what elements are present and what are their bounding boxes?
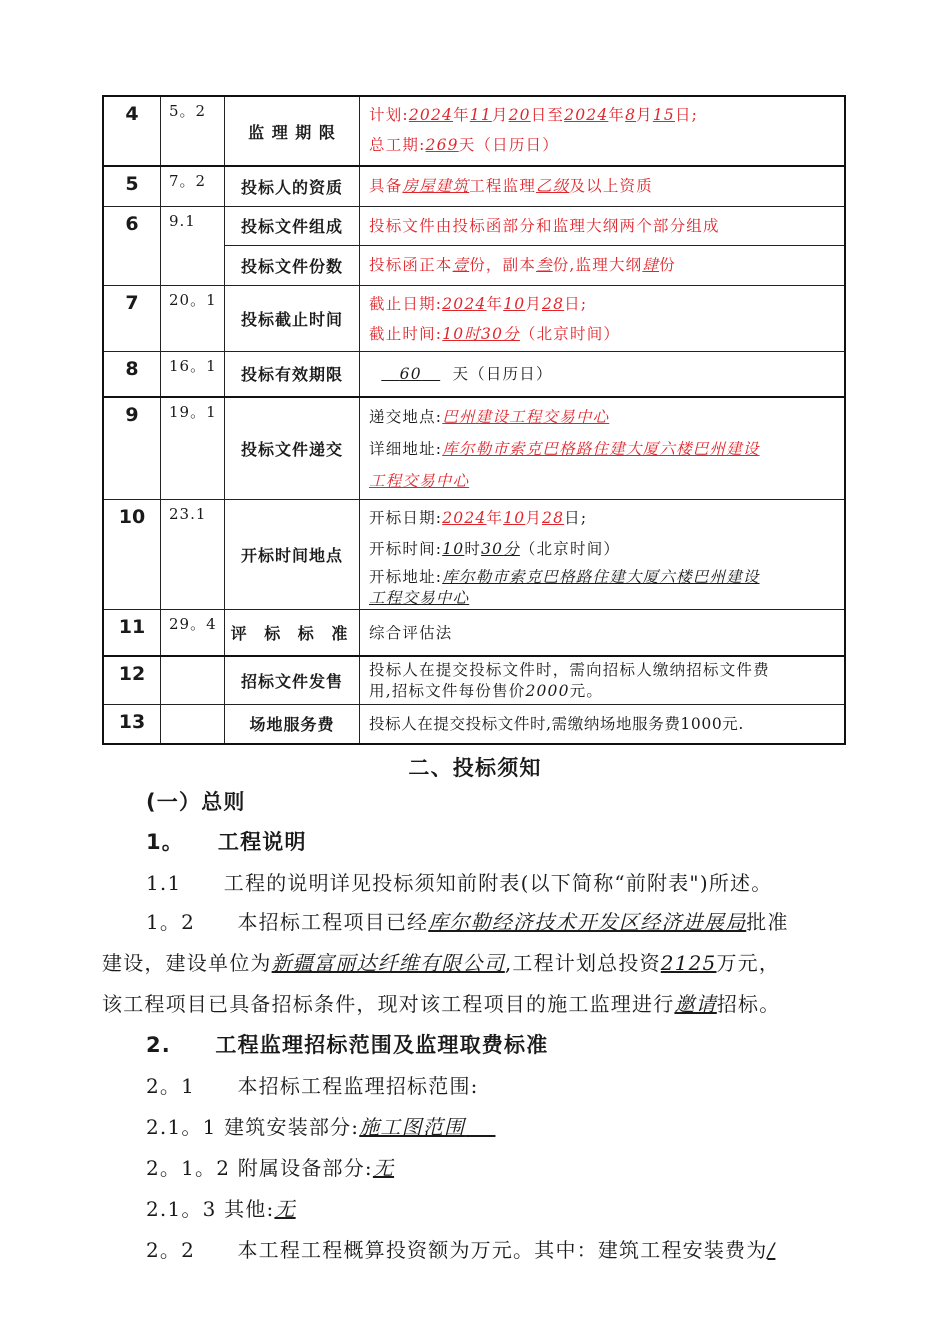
text: 2125 — [660, 951, 717, 975]
text: 投标人在提交投标文件时，需向招标人缴纳招标文件费 — [369, 660, 770, 679]
table-row — [103, 397, 845, 500]
text: 20 — [508, 106, 531, 124]
text: 投标文件由投标函部分和监理大纲两个部分组成 — [369, 216, 720, 235]
text: 无 — [274, 1197, 296, 1221]
row-number: 13 — [103, 704, 161, 744]
text: 1。2 本招标工程项目已经 — [146, 910, 429, 934]
text: 库尔勒市索克巴格路住建大厦六楼巴州建设 — [442, 568, 760, 586]
text: 招标。 — [716, 992, 781, 1016]
text: 详细地址: — [369, 440, 443, 458]
clause-number: 5。2 — [161, 96, 225, 166]
text: 库尔勒经济技术开发区经济进展局 — [428, 910, 747, 934]
text: 用,招标文件每份售价 — [369, 681, 526, 700]
text: 份，副本 — [469, 255, 537, 274]
text: 日至 — [530, 106, 565, 124]
text: 开标日期: — [369, 509, 443, 527]
paragraph-1-2-line3 — [102, 988, 862, 1017]
text: 日; — [564, 294, 588, 313]
row-number: 6 — [103, 206, 161, 285]
paragraph-2-1-1 — [146, 1111, 906, 1140]
text: 及以上资质 — [569, 177, 653, 195]
text: 月 — [491, 106, 509, 124]
text: 8 — [625, 106, 637, 124]
clause-number: 29。4 — [161, 610, 225, 656]
text: 2024 — [408, 106, 454, 124]
table-row — [103, 704, 845, 744]
text: 投标函正本 — [369, 255, 453, 274]
text: 投标人在提交投标文件时,需缴纳场地服务费1000元. — [369, 715, 744, 734]
text: 库尔勒市索克巴格路住建大厦六楼巴州建设 — [442, 440, 760, 458]
bid-front-table — [102, 95, 846, 745]
text: 递交地点: — [369, 408, 443, 426]
table-row — [103, 96, 845, 166]
item-content — [360, 96, 846, 166]
table-row — [103, 206, 845, 245]
text: 建设，建设单位为 — [102, 951, 272, 975]
text: 10时30分 — [442, 324, 520, 343]
text: 施工图范围 — [359, 1115, 466, 1139]
text — [359, 1115, 495, 1139]
paragraph-2-1: 2。1 本招标工程监理招标范围: — [146, 1074, 479, 1098]
item-content — [360, 166, 846, 206]
item-content — [360, 285, 846, 351]
clause-number — [161, 656, 225, 705]
text: / — [767, 1238, 776, 1262]
text: 巴州建设工程交易中心 — [442, 408, 610, 426]
text: 10 — [503, 509, 526, 527]
paragraph-2-2 — [146, 1234, 906, 1263]
paragraph-2-1-2 — [146, 1152, 906, 1181]
clause-number: 23.1 — [161, 500, 225, 610]
item-content — [360, 656, 846, 705]
text: 该工程项目已具备招标条件，现对该工程项目的施工监理进行 — [102, 992, 675, 1016]
item-content — [360, 500, 846, 610]
item-content — [360, 351, 846, 397]
text: 28 — [542, 509, 565, 527]
item-label: 投标人的资质 — [225, 166, 360, 206]
text: 天（日历日） — [452, 365, 553, 384]
item-content — [360, 245, 846, 285]
text: 2000 — [525, 681, 570, 700]
text: 10 — [503, 294, 526, 313]
text: ,工程计划总投资 — [504, 951, 661, 975]
section-title: 二、投标须知 — [408, 756, 542, 780]
text — [381, 365, 440, 383]
item-content — [360, 397, 846, 500]
text: 截止时间: — [369, 324, 443, 343]
clause-number: 20。1 — [161, 285, 225, 351]
text: 269 — [425, 136, 459, 154]
item-label: 投标文件组成 — [225, 206, 360, 245]
sub-title: (一）总则 — [146, 790, 246, 814]
item-label: 投标文件递交 — [225, 397, 360, 500]
text: 月 — [525, 509, 543, 527]
text: 2024 — [442, 294, 487, 313]
text: 2.1。1 建筑安装部分: — [146, 1115, 360, 1139]
text: 月 — [636, 106, 653, 124]
text: 天（日历日） — [458, 136, 559, 154]
table-row — [103, 500, 845, 610]
item-label: 监 理 期 限 — [225, 96, 360, 166]
text: 肆 — [642, 255, 660, 274]
item-label: 投标有效期限 — [225, 351, 360, 397]
text: 分 — [503, 540, 520, 558]
item-label: 评 标 标 准 — [225, 610, 360, 656]
text: （北京时间） — [519, 540, 621, 558]
text: 2。2 本工程工程概算投资额为万元。其中：建筑工程安装费为 — [146, 1238, 768, 1262]
text: 2024 — [442, 509, 487, 527]
text: 11 — [469, 106, 492, 124]
item-label: 投标文件份数 — [225, 245, 360, 285]
item-label: 投标截止时间 — [225, 285, 360, 351]
row-number: 4 — [103, 96, 161, 166]
table-row — [103, 285, 845, 351]
paragraph-1-1: 1.1 工程的说明详见投标须知前附表(以下简称“前附表")所述。 — [146, 871, 773, 895]
clause-number: 16。1 — [161, 351, 225, 397]
clause-number: 19。1 — [161, 397, 225, 500]
clause-number: 9.1 — [161, 206, 225, 285]
item-label: 开标时间地点 — [225, 500, 360, 610]
text: 份 — [659, 255, 676, 274]
text: 房屋建筑 — [402, 177, 470, 195]
item-label: 场地服务费 — [225, 704, 360, 744]
section-heading-1: 1。 工程说明 — [146, 830, 307, 854]
text: 工程监理 — [469, 177, 537, 195]
text: 叁 — [536, 255, 553, 274]
text: 15 — [652, 106, 675, 124]
row-number: 8 — [103, 351, 161, 397]
text: 28 — [542, 294, 565, 313]
text: 元。 — [569, 681, 604, 700]
text: 年 — [453, 106, 470, 124]
clause-number: 7。2 — [161, 166, 225, 206]
table-row — [103, 166, 845, 206]
text: 月 — [525, 294, 543, 313]
clause-number — [161, 704, 225, 744]
text: 邀请 — [674, 992, 717, 1016]
text: 30 — [481, 540, 504, 558]
row-number: 9 — [103, 397, 161, 500]
text: 万元， — [716, 951, 781, 975]
paragraph-2-1-3 — [146, 1193, 906, 1222]
text: 具备 — [369, 177, 403, 195]
item-content — [360, 704, 846, 744]
table-row — [103, 610, 845, 656]
text: 壹 — [452, 255, 470, 274]
row-number: 10 — [103, 500, 161, 610]
row-number: 7 — [103, 285, 161, 351]
text: 总工期: — [369, 136, 426, 154]
item-content — [360, 610, 846, 656]
text: 无 — [372, 1156, 395, 1180]
text: 工程交易中心 — [369, 472, 470, 490]
row-number: 11 — [103, 610, 161, 656]
text: 10 — [442, 540, 465, 558]
text: 份,监理大纲 — [552, 255, 643, 274]
text: 工程交易中心 — [369, 589, 470, 607]
section-heading-2: 2. 工程监理招标范围及监理取费标准 — [146, 1033, 549, 1057]
text: 乙级 — [536, 177, 570, 195]
table-row — [103, 351, 845, 397]
text: 年 — [486, 509, 504, 527]
text: 截止日期: — [369, 294, 443, 313]
text: （北京时间） — [519, 324, 621, 343]
text: 年 — [608, 106, 626, 124]
table-row — [103, 656, 845, 705]
text: 计划: — [369, 106, 409, 124]
text: 2024 — [564, 106, 609, 124]
text: 批准 — [746, 910, 789, 934]
text: 开标地址: — [369, 568, 443, 586]
text: 开标时间: — [369, 540, 443, 558]
text: 综合评估法 — [369, 623, 453, 642]
paragraph-1-2-line2 — [102, 947, 862, 976]
item-content — [360, 206, 846, 245]
text: 2。1。2 附属设备部分: — [146, 1156, 373, 1180]
row-number: 5 — [103, 166, 161, 206]
item-label: 招标文件发售 — [225, 656, 360, 705]
paragraph-1-2-line1 — [146, 906, 906, 935]
text: 年 — [486, 294, 504, 313]
text: 新疆富丽达纤维有限公司 — [271, 951, 505, 975]
text: 日; — [674, 106, 699, 124]
text: 2.1。3 其他: — [146, 1197, 275, 1221]
text: 60 — [399, 365, 422, 384]
text: 日; — [564, 509, 588, 527]
text: 时 — [464, 540, 482, 558]
row-number: 12 — [103, 656, 161, 705]
